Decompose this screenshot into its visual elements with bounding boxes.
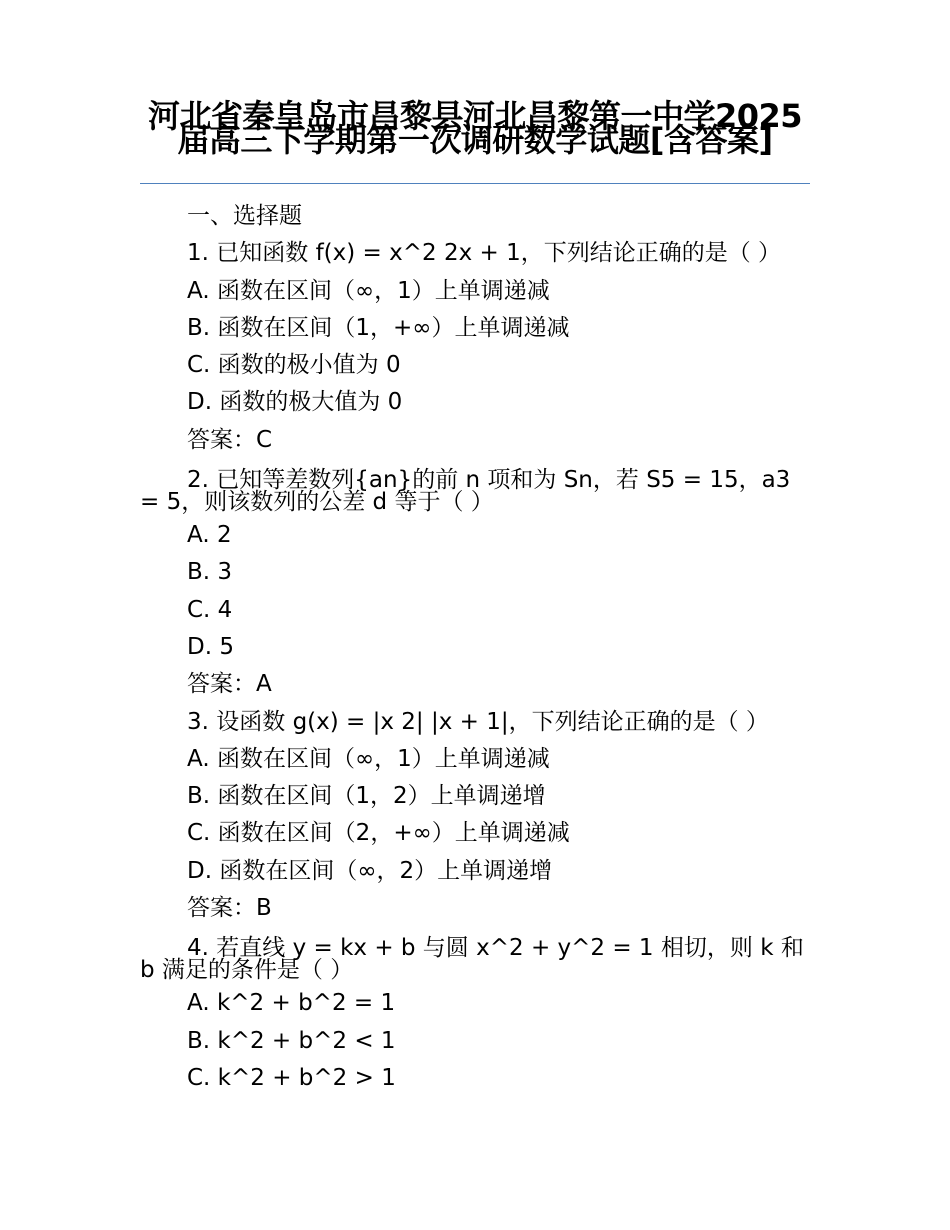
question-2-answer: 答案：A bbox=[187, 671, 272, 698]
question-1-answer: 答案：C bbox=[187, 426, 273, 453]
question-1-stem: 1. 已知函数 f(x) = x^2 2x + 1，下列结论正确的是（ ） bbox=[187, 240, 782, 267]
question-2-option-c: C. 4 bbox=[187, 596, 233, 623]
question-4-option-b: B. k^2 + b^2 < 1 bbox=[187, 1027, 396, 1054]
title-divider bbox=[140, 183, 810, 184]
question-3-stem: 3. 设函数 g(x) = |x 2| |x + 1|，下列结论正确的是（ ） bbox=[187, 708, 769, 735]
question-2-stem: 2. 已知等差数列{an}的前 n 项和为 Sn，若 S5 = 15，a3 = 5，则该数列的公差 d 等于（ ） bbox=[140, 467, 791, 516]
question-4-option-c: C. k^2 + b^2 > 1 bbox=[187, 1064, 396, 1091]
question-1-option-c: C. 函数的极小值为 0 bbox=[187, 352, 401, 379]
question-2-option-a: A. 2 bbox=[187, 522, 232, 549]
question-3-option-d: D. 函数在区间（∞，2）上单调递增 bbox=[187, 857, 553, 884]
question-1-option-b: B. 函数在区间（1，+∞）上单调递减 bbox=[187, 314, 570, 341]
question-4-stem: 4. 若直线 y = kx + b 与圆 x^2 + y^2 = 1 相切，则 k 和 b 满足的条件是（ ） bbox=[140, 935, 804, 984]
question-3-option-b: B. 函数在区间（1，2）上单调递增 bbox=[187, 783, 546, 810]
question-3-option-a: A. 函数在区间（∞，1）上单调递减 bbox=[187, 745, 550, 772]
question-2-option-d: D. 5 bbox=[187, 633, 234, 660]
question-3-answer: 答案：B bbox=[187, 895, 272, 922]
question-3-option-c: C. 函数在区间（2，+∞）上单调递减 bbox=[187, 820, 570, 847]
document-body bbox=[140, 198, 810, 1097]
question-1-option-a: A. 函数在区间（∞，1）上单调递减 bbox=[187, 277, 550, 304]
question-4-option-a: A. k^2 + b^2 = 1 bbox=[187, 990, 396, 1017]
question-2-option-b: B. 3 bbox=[187, 559, 233, 586]
document-title: 河北省秦皇岛市昌黎县河北昌黎第一中学2025届高三下学期第一次调研数学试题[含答案] bbox=[147, 97, 803, 159]
section-heading: 一、选择题 bbox=[187, 203, 302, 229]
question-1-option-d: D. 函数的极大值为 0 bbox=[187, 389, 403, 416]
